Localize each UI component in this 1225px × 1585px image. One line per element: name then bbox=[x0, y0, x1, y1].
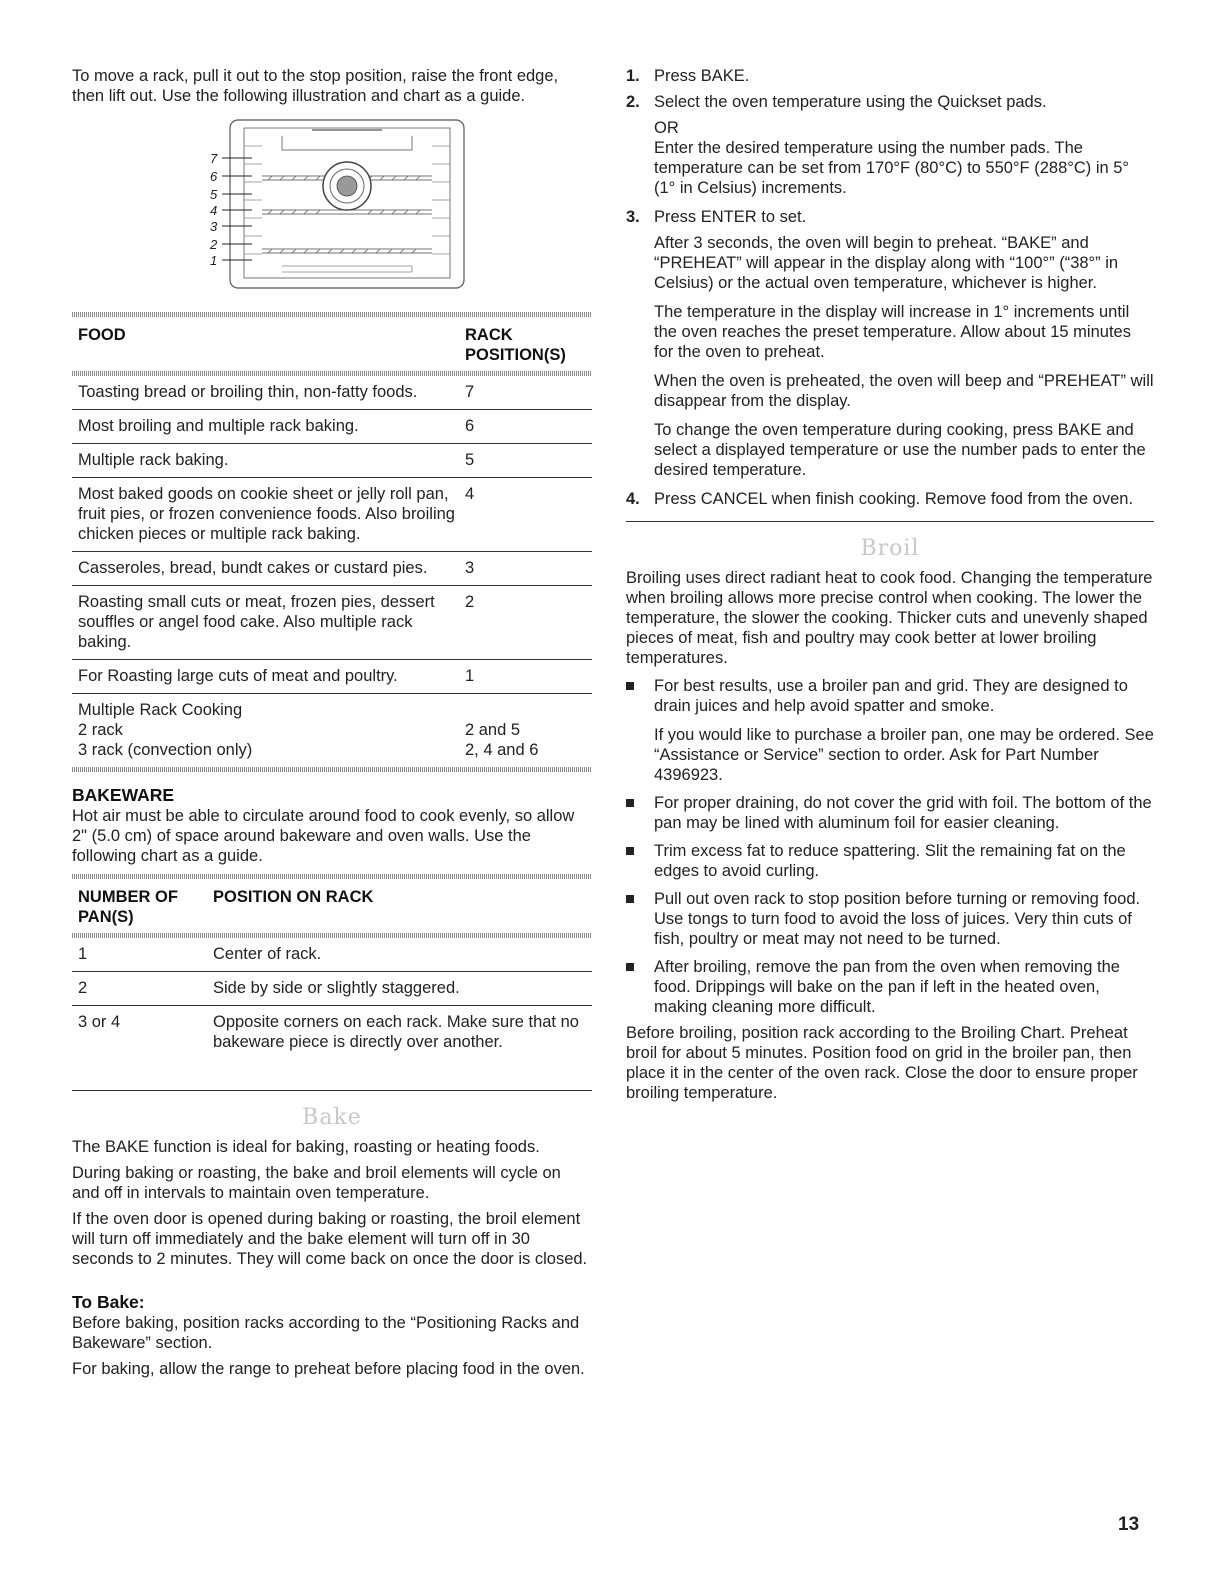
broil-bullet-3: Trim excess fat to reduce spattering. Slit the remaining fat on the edges to avoid curling. bbox=[626, 841, 1154, 881]
table-row: For Roasting large cuts of meat and poultry. 1 bbox=[72, 660, 592, 694]
rack-position-table bbox=[72, 317, 592, 767]
bullet-icon bbox=[626, 799, 634, 807]
bake-text-1: The BAKE function is ideal for baking, roasting or heating foods. bbox=[72, 1138, 540, 1156]
food-header: FOOD bbox=[78, 326, 126, 344]
rack-label-3: 3 bbox=[210, 219, 218, 234]
table-row: Casseroles, bread, bundt cakes or custard pies. 3 bbox=[72, 552, 592, 586]
bake-step-1: 1. Press BAKE. bbox=[626, 67, 750, 85]
bake-step-2: 2. Select the oven temperature using the Quickset pads. OR Enter the desired temperature using the number pads. The temperature can be set from 170°F (80°C) to 550°F (288°C) in 5° (1° in Celsius) increments. bbox=[626, 93, 1130, 197]
table-row: Most baked goods on cookie sheet or jelly roll pan, fruit pies, or frozen convenience foods. Also broiling chicken pieces or multiple rack baking. 4 bbox=[72, 478, 592, 552]
bullet-icon bbox=[626, 895, 634, 903]
left-column bbox=[72, 66, 592, 1379]
oven-rack-diagram bbox=[192, 116, 472, 296]
right-column bbox=[626, 66, 1154, 1103]
table-row: Multiple rack baking. 5 bbox=[72, 444, 592, 478]
broil-bullet-2: For proper draining, do not cover the grid with foil. The bottom of the pan may be lined with aluminum foil for easier cleaning. bbox=[626, 793, 1154, 833]
broil-heading: Broil bbox=[860, 536, 920, 561]
rack-label-5: 5 bbox=[210, 187, 218, 202]
table-row: Toasting bread or broiling thin, non-fatty foods. 7 bbox=[72, 376, 592, 410]
table-row: 2 Side by side or slightly staggered. bbox=[72, 972, 592, 1006]
bakeware-heading: BAKEWARE bbox=[72, 785, 175, 805]
bake-heading: Bake bbox=[302, 1105, 362, 1130]
bullet-icon bbox=[626, 847, 634, 855]
bake-text-4: Before baking, position racks according to the “Positioning Racks and Bakeware” section. bbox=[72, 1314, 580, 1352]
page-number: 13 bbox=[1118, 1514, 1140, 1535]
broil-bullet-4: Pull out oven rack to stop position before turning or removing food. Use tongs to turn food to avoid the loss of juices. Very thin cuts of fish, poultry or meat may not need to be turned. bbox=[626, 889, 1154, 949]
table-row: 3 or 4 Opposite corners on each rack. Make sure that no bakeware piece is directly over another. bbox=[78, 1013, 579, 1051]
table-row-multiple-rack: Multiple Rack Cooking 2 rack 3 rack (convection only) 2 and 5 2, 4 and 6 bbox=[78, 701, 539, 759]
to-bake-heading: To Bake: bbox=[72, 1292, 145, 1312]
bake-text-2: During baking or roasting, the bake and broil elements will cycle on and off in intervals to maintain oven temperature. bbox=[72, 1164, 561, 1202]
bake-step-4: 4. Press CANCEL when finish cooking. Remove food from the oven. bbox=[626, 490, 1134, 508]
bake-text-5: For baking, allow the range to preheat before placing food in the oven. bbox=[72, 1360, 585, 1378]
rack-position-header: RACK POSITION(S) bbox=[465, 326, 566, 364]
bake-text-3: If the oven door is opened during baking or roasting, the broil element will turn off immediately and the bake element will turn off in 30 seconds to 2 minutes. They will come back on once the door is closed. bbox=[72, 1210, 588, 1268]
rack-label-1: 1 bbox=[210, 253, 218, 268]
bakeware-text: Hot air must be able to circulate around food to cook evenly, so allow 2" (5.0 cm) of space around bakeware and oven walls. Use the following chart as a guide. bbox=[72, 807, 575, 865]
bakeware-table bbox=[72, 879, 592, 1078]
table-row: Most broiling and multiple rack baking. 6 bbox=[72, 410, 592, 444]
rack-label-2: 2 bbox=[210, 237, 218, 252]
bullet-icon bbox=[626, 682, 634, 690]
position-on-rack-header: POSITION ON RACK bbox=[213, 888, 374, 906]
table-row: Roasting small cuts or meat, frozen pies, dessert souffles or angel food cake. Also multiple rack baking. 2 bbox=[72, 586, 592, 660]
broil-bullet-1: For best results, use a broiler pan and grid. They are designed to drain juices and help avoid spatter and smoke. If you would like to purchase a broiler pan, one may be ordered. See “Assistance or Service” section to order. Ask for Part Number 4396923. bbox=[626, 676, 1154, 785]
table-bottom-rule bbox=[72, 767, 592, 772]
broil-bullet-5: After broiling, remove the pan from the oven when removing the food. Drippings will bake on the pan if left in the heated oven, making cleaning more difficult. bbox=[626, 957, 1154, 1017]
bake-step-3: 3. Press ENTER to set. After 3 seconds, the oven will begin to preheat. “BAKE” and “PREHEAT” will appear in the display along with “100°” (“38°” in Celsius) or the actual oven temperature, whichever is higher. The temperature in the display will increase in 1° increments until the oven reaches the preset temperature. Allow about 15 minutes for the oven to preheat. When the oven is preheated, the oven will beep and “PREHEAT” will disappear from the display. To change the oven temperature during cooking, press BAKE and select a displayed temperature or use the number pads to enter the desired temperature. bbox=[626, 208, 1154, 479]
rack-intro-text: To move a rack, pull it out to the stop position, raise the front edge, then lift out. Use the following illustration and chart as a guide. bbox=[72, 67, 559, 105]
table-row: 1 Center of rack. bbox=[72, 938, 592, 972]
rack-label-6: 6 bbox=[210, 169, 218, 184]
broil-intro: Broiling uses direct radiant heat to cook food. Changing the temperature when broiling allows more precise control when cooking. The lower the temperature, the slower the cooking. Thicker cuts and unevenly shaped pieces of meat, fish and poultry may cook better at lower broiling temperatures. bbox=[626, 569, 1153, 667]
rack-label-7: 7 bbox=[210, 151, 218, 166]
bullet-icon bbox=[626, 963, 634, 971]
number-of-pans-header: NUMBER OF PAN(S) bbox=[78, 888, 178, 926]
broil-closing: Before broiling, position rack according to the Broiling Chart. Preheat broil for about 5 minutes. Position food on grid in the broiler pan, then place it in the center of the oven rack. Close the door to ensure proper broiling temperature. bbox=[626, 1024, 1138, 1102]
rack-label-4: 4 bbox=[210, 203, 218, 218]
